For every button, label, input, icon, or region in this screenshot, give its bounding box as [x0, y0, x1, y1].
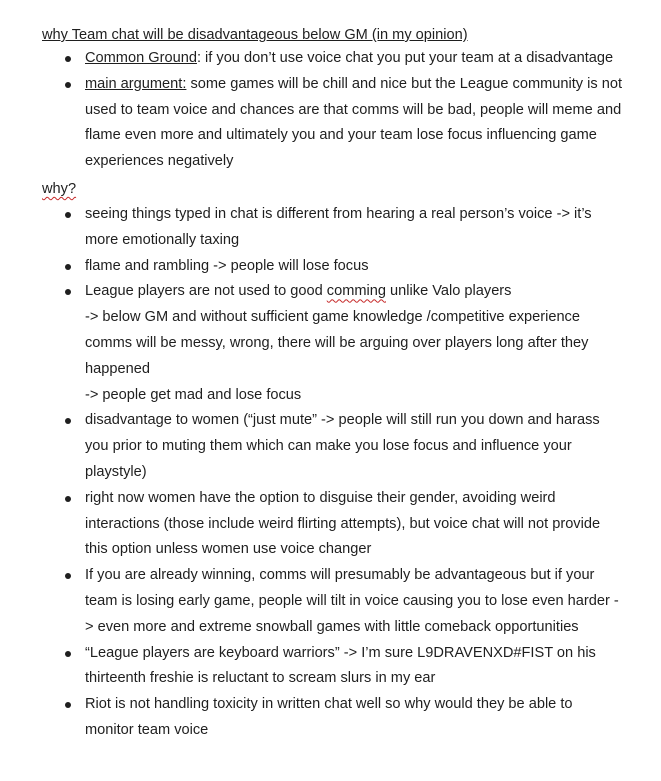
- bullet-list-common-ground: [0, 46, 661, 175]
- list-item-disadvantage-women: disadvantage to women (“just mute” -> people will still run you down and harass you prior to muting them which can make you lose focus and influence your playstyle): [0, 408, 661, 485]
- list-item-comming: [0, 279, 661, 408]
- list-item-emotionally-taxing: seeing things typed in chat is different from hearing a real person’s voice -> it’s more emotionally taxing: [0, 202, 661, 254]
- comming-line-1: [85, 279, 625, 305]
- why-label: why?: [42, 181, 77, 197]
- text-main-argument: some games will be chill and nice but the League community is not used to team voice and chances are that comms will be bad, people will meme and flame even more and ultimately you and your team lose focus influencing game experiences negatively: [85, 75, 623, 170]
- spellcheck-word-comming: comming: [326, 283, 386, 300]
- list-item-keyboard-warriors: “League players are keyboard warriors” -> I’m sure L9DRAVENXD#FIST on his thirteenth freshie is reluctant to scream slurs in my ear: [0, 641, 661, 693]
- bullet-list-reasons: [0, 202, 661, 744]
- term-main-argument: main argument:: [85, 75, 187, 92]
- document-heading: why Team chat will be disadvantageous below GM (in my opinion): [42, 27, 468, 43]
- list-item-flame-rambling: flame and rambling -> people will lose focus: [0, 254, 661, 280]
- list-item-common-ground: [0, 46, 661, 72]
- comming-text-after: unlike Valo players: [386, 283, 512, 300]
- comming-line-2: -> below GM and without sufficient game knowledge /competitive experience comms will be messy, wrong, there will be arguing over players long after they happened: [85, 309, 589, 377]
- text-common-ground: : if you don’t use voice chat you put your team at a disadvantage: [196, 50, 614, 66]
- list-item-main-argument: [0, 72, 661, 175]
- list-item-disguise-gender: right now women have the option to disguise their gender, avoiding weird interactions (those include weird flirting attempts), but voice chat will not provide this option unless women use voice changer: [0, 486, 661, 563]
- list-item-riot-toxicity: Riot is not handling toxicity in written chat well so why would they be able to monitor team voice: [0, 692, 661, 744]
- list-item-snowball: If you are already winning, comms will presumably be advantageous but if your team is losing early game, people will tilt in voice causing you to lose even harder -> even more and extreme snowball games with little comeback opportunities: [0, 563, 661, 640]
- term-common-ground: Common Ground: [85, 50, 197, 66]
- comming-line-3: -> people get mad and lose focus: [85, 386, 302, 403]
- comming-text-before: League players are not used to good: [85, 283, 327, 300]
